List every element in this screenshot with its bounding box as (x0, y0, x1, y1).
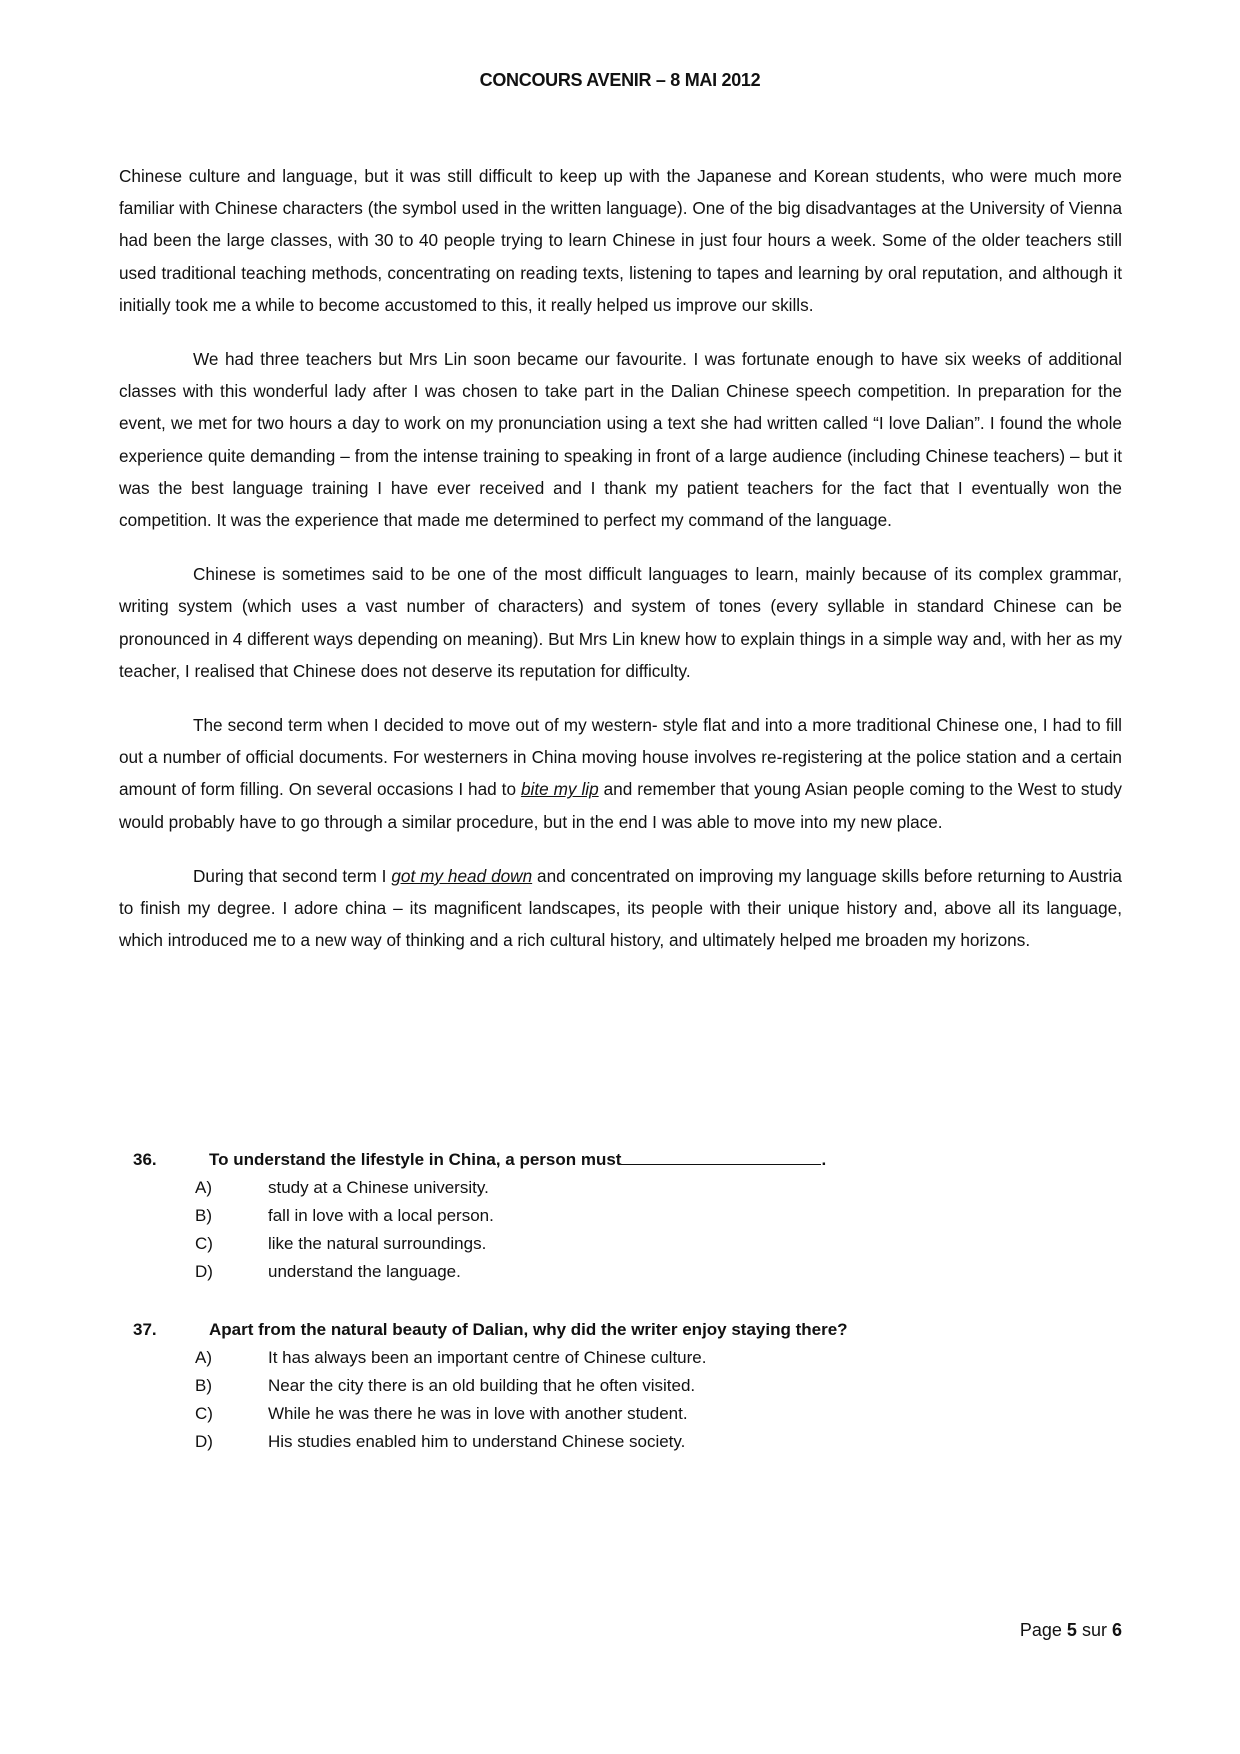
answer-blank (621, 1146, 821, 1165)
idiom-got-my-head-down: got my head down (391, 865, 533, 886)
question-text: To understand the lifestyle in China, a person must . (209, 1146, 826, 1174)
question-stem (133, 1316, 848, 1344)
option-b: B) fall in love with a local person. (195, 1206, 494, 1225)
option-a: A) study at a Chinese university. (195, 1178, 489, 1197)
option-c: C) While he was there he was in love with another student. (195, 1404, 688, 1423)
option-a: A) It has always been an important centre of Chinese culture. (195, 1348, 707, 1367)
total-pages: 6 (1111, 1620, 1122, 1640)
passage-paragraph-3: Chinese is sometimes said to be one of the most difficult languages to learn, mainly because of its complex grammar, writing system (which uses a vast number of characters) and system of tones (every syllable in standard Chinese can be pronounced in 4 different ways depending on meaning). But Mrs Lin knew how to explain things in a simple way and, with her as my teacher, I realised that Chinese does not deserve its reputation for difficulty. (119, 564, 1122, 681)
passage-paragraph-5 (119, 860, 1122, 957)
option-c: C) like the natural surroundings. (195, 1234, 487, 1253)
passage-paragraph-2: We had three teachers but Mrs Lin soon became our favourite. I was fortunate enough to have six weeks of additional classes with this wonderful lady after I was chosen to take part in the Dalian Chinese speech competition. In preparation for the event, we met for two hours a day to work on my pronunciation using a text she had written called “I love Dalian”. I found the whole experience quite demanding – from the intense training to speaking in front of a large audience (including Chinese teachers) – but it was the best language training I have ever received and I thank my patient teachers for the fact that I eventually won the competition. It was the experience that made me determined to perfect my command of the language. (119, 349, 1122, 531)
question-number: 37. (133, 1320, 157, 1339)
paragraph-4-after: and remember that young Asian people coming to the West to study would probably have to go through a similar procedure, but in the end I was able to move into my new place. (119, 779, 1122, 832)
idiom-bite-my-lip: bite my lip (520, 779, 599, 800)
passage-paragraph-4 (119, 709, 1122, 838)
question-stem (133, 1146, 826, 1174)
paragraph-5-before: During that second term I (193, 865, 392, 886)
question-37 (133, 1316, 848, 1456)
option-d: D) His studies enabled him to understand Chinese society. (195, 1432, 686, 1451)
passage-paragraph-1: Chinese culture and language, but it was still difficult to keep up with the Japanese and Korean students, who were much more familiar with Chinese characters (the symbol used in the written language). One of the big disadvantages at the University of Vienna had been the large classes, with 30 to 40 people trying to learn Chinese in just four hours a week. Some of the older teachers still used traditional teaching methods, concentrating on reading texts, listening to tapes and learning by oral reputation, and although it initially took me a while to become accustomed to this, it really helped us improve our skills. (119, 166, 1122, 315)
question-number: 36. (133, 1150, 157, 1169)
page-number: Page 5 sur 6 (1019, 1620, 1122, 1640)
question-36 (133, 1146, 826, 1286)
paragraph-5-after: and concentrated on improving my language skills before returning to Austria to finish my degree. I adore china – its magnificent landscapes, its people with their unique history and, above all its language, which introduced me to a new way of thinking and a rich cultural history, and ultimately helped me broaden my horizons. (119, 865, 1122, 951)
current-page: 5 (1066, 1620, 1077, 1640)
page-header-title: CONCOURS AVENIR – 8 MAI 2012 (479, 70, 761, 90)
question-text: Apart from the natural beauty of Dalian, why did the writer enjoy staying there? (209, 1320, 848, 1339)
option-d: D) understand the language. (195, 1262, 461, 1281)
option-b: B) Near the city there is an old building that he often visited. (195, 1376, 696, 1395)
paragraph-4-before: The second term when I decided to move out of my western- style flat and into a more traditional Chinese one, I had to fill out a number of official documents. For westerners in China moving house involves re-registering at the police station and a certain amount of form filling. On several occasions I had to (119, 715, 1122, 800)
reading-passage (119, 160, 1122, 978)
